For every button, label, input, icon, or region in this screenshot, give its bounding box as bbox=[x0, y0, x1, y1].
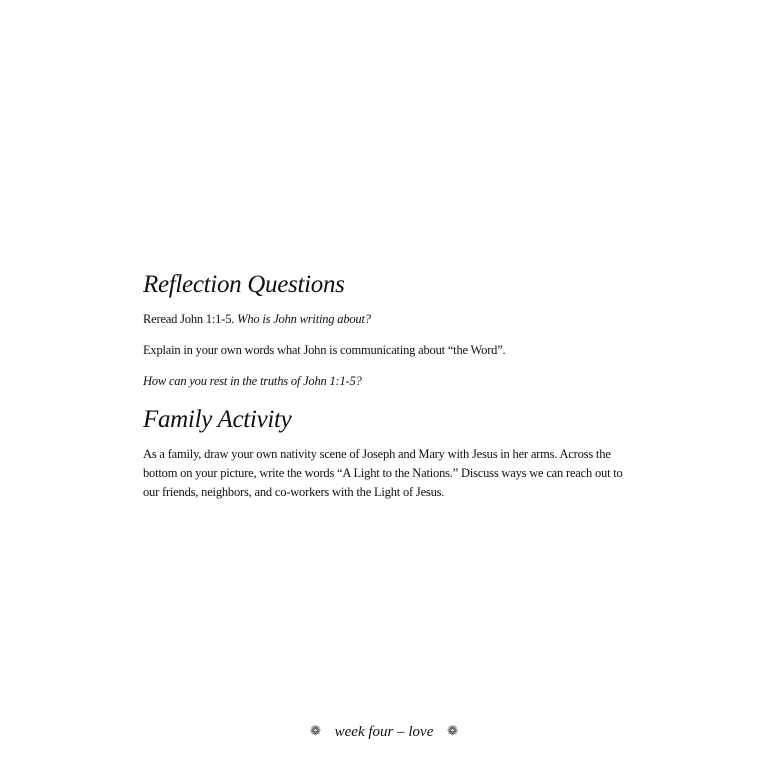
question-1-text: Who is John writing about? bbox=[237, 312, 371, 326]
family-activity-body: As a family, draw your own nativity scene of Joseph and Mary with Jesus in her arms. Across the bottom on your picture, write the words “A Light to the Nations.” Discuss ways we can reach out to our friends, neighbors, and co-workers with the Light of Jesus. bbox=[143, 447, 623, 499]
flower-ornament-icon: ❁ bbox=[309, 723, 321, 738]
page-content bbox=[143, 270, 633, 502]
reflection-question-3: How can you rest in the truths of John 1:1-5? bbox=[143, 374, 362, 388]
question-1-prefix: Reread John 1:1-5. bbox=[143, 312, 235, 326]
page-footer bbox=[0, 721, 768, 742]
reflection-question-1 bbox=[143, 310, 633, 329]
family-activity-heading: Family Activity bbox=[143, 406, 292, 433]
flower-ornament-icon: ❁ bbox=[447, 723, 459, 738]
reflection-questions-heading: Reflection Questions bbox=[143, 271, 345, 298]
reflection-question-2: Explain in your own words what John is communicating about “the Word”. bbox=[143, 343, 506, 357]
footer-label: week four – love bbox=[334, 724, 434, 740]
